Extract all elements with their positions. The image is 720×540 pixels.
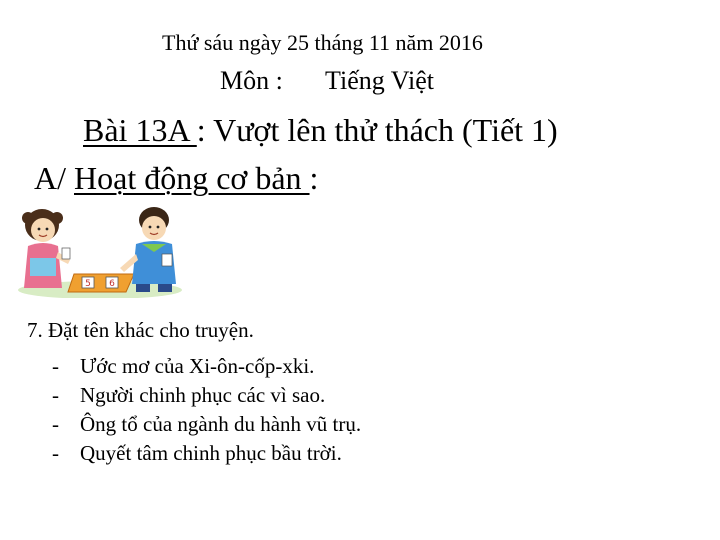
answer-text: Ước mơ của Xi-ôn-cốp-xki. bbox=[80, 354, 315, 378]
subject-label: Môn : bbox=[220, 66, 283, 95]
lesson-separator: : bbox=[196, 112, 214, 148]
section-name: Hoạt động cơ bản bbox=[74, 160, 310, 196]
bullet-dash: - bbox=[52, 383, 59, 407]
lesson-number: Bài 13A bbox=[83, 112, 197, 148]
list-item bbox=[52, 352, 361, 381]
card-left-number: 5 bbox=[85, 279, 91, 289]
answer-text: Ông tổ của ngành du hành vũ trụ. bbox=[80, 412, 362, 436]
exercise-question: 7. Đặt tên khác cho truyện. bbox=[27, 318, 254, 342]
section-title bbox=[34, 160, 318, 197]
date-line: Thứ sáu ngày 25 tháng 11 năm 2016 bbox=[162, 30, 483, 55]
card-right-number: 6 bbox=[109, 279, 115, 289]
list-item bbox=[52, 381, 361, 410]
subject-value: Tiếng Việt bbox=[325, 66, 434, 95]
answer-list bbox=[52, 352, 361, 468]
section-prefix: A/ bbox=[34, 160, 74, 196]
section-suffix: : bbox=[309, 160, 319, 196]
list-item bbox=[52, 410, 361, 439]
answer-text: Người chinh phục các vì sao. bbox=[80, 383, 326, 407]
bullet-dash: - bbox=[52, 441, 59, 465]
bullet-dash: - bbox=[52, 412, 59, 436]
children-playing-cards-illustration bbox=[16, 200, 184, 298]
lesson-name: Vượt lên thử thách (Tiết 1) bbox=[213, 112, 558, 148]
list-item bbox=[52, 439, 361, 468]
answer-text: Quyết tâm chinh phục bầu trời. bbox=[80, 441, 342, 465]
lesson-title bbox=[83, 112, 558, 149]
bullet-dash: - bbox=[52, 354, 59, 378]
